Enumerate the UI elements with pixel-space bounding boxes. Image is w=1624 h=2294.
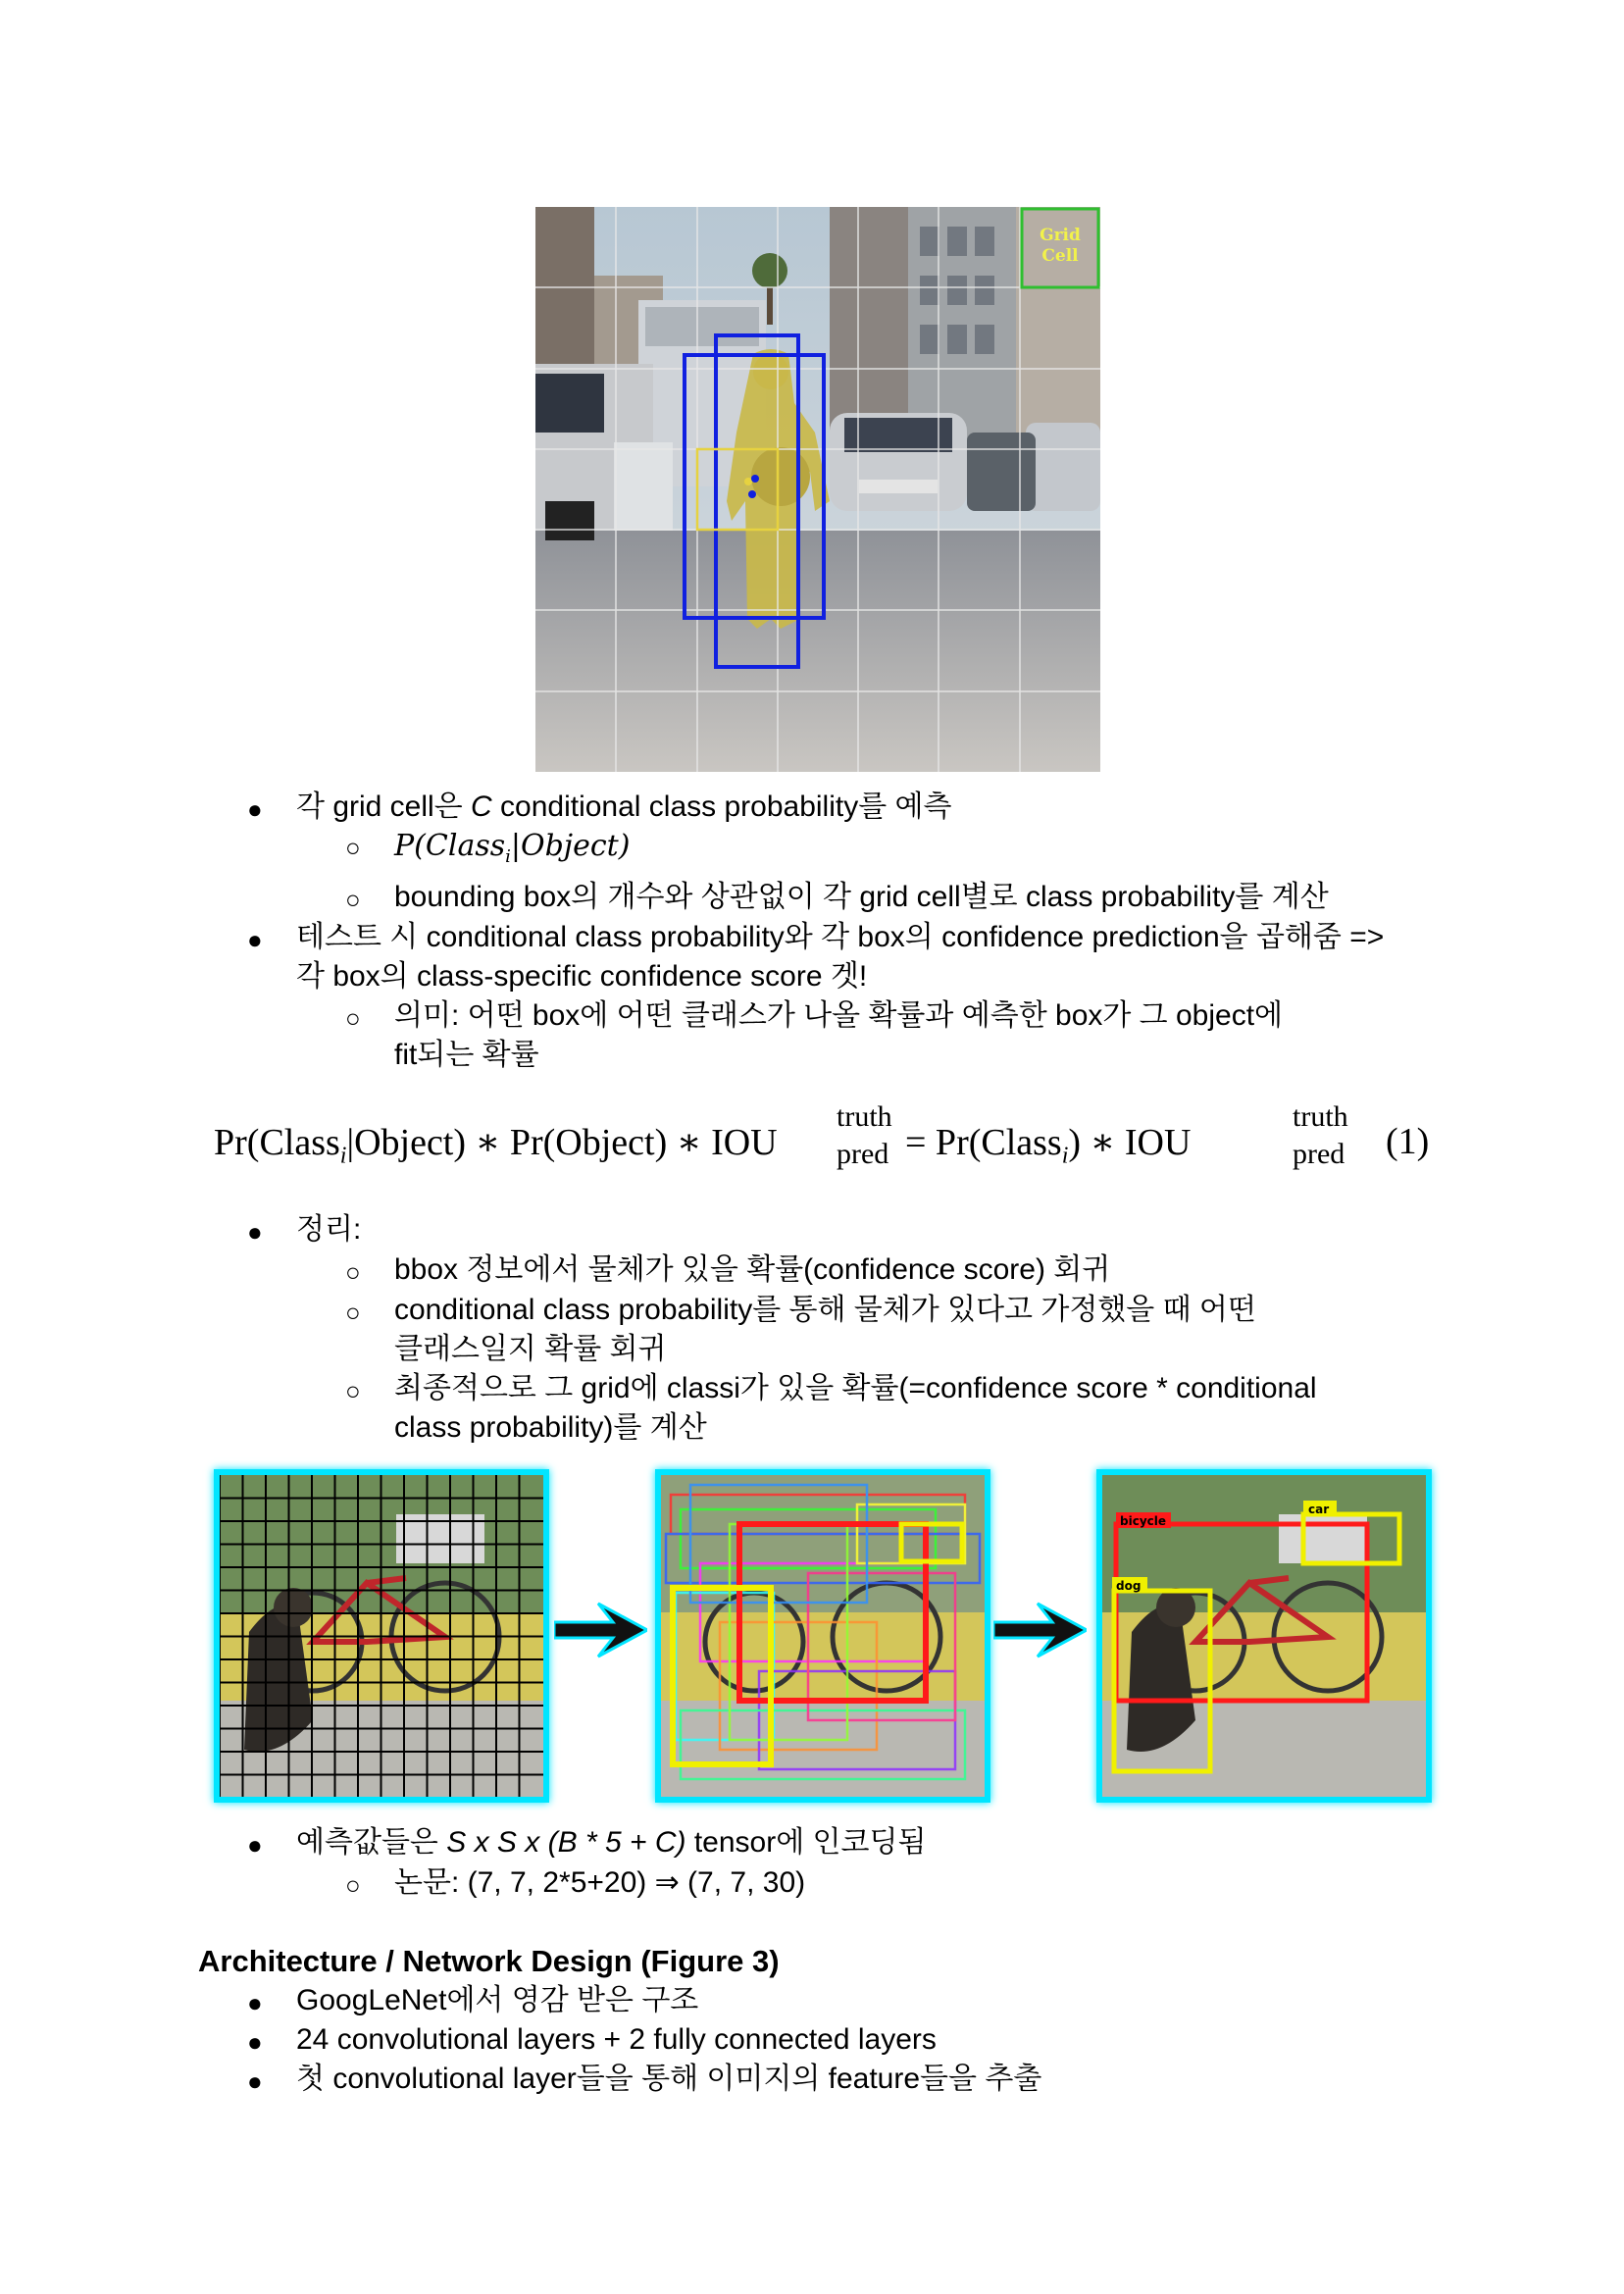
sub-bullet-circle: ○	[345, 1257, 361, 1287]
pipeline-panel-boxes	[655, 1469, 990, 1803]
bullet-grid-cell-predicts: 각 grid cell은 C conditional class probability를 예측	[296, 790, 952, 823]
grid-cell-label-line1: Grid	[1040, 226, 1081, 245]
sub-bullet-meaning-line1: 의미: 어떤 box에 어떤 클래스가 나올 확률과 예측한 box가 그 object에	[394, 999, 1284, 1032]
pipeline-panel-grid	[214, 1469, 549, 1803]
bullet-feature-extraction: 첫 convolutional layer들을 통해 이미지의 feature들을 추출	[296, 2063, 1042, 2095]
label-bicycle: bicycle	[1120, 1514, 1167, 1528]
bullet-test-time-line1: 테스트 시 conditional class probability와 각 box의 confidence prediction을 곱해줌 =>	[296, 921, 1385, 953]
sub-bullet-final-line1: 최종적으로 그 grid에 classi가 있을 확률(=confidence score * conditional	[394, 1372, 1317, 1404]
eq-sub-pred-2: pred	[1293, 1138, 1345, 1170]
sub-bullet-circle: ○	[345, 1298, 361, 1327]
label-dog: dog	[1116, 1579, 1142, 1593]
bullet-summary: 정리:	[296, 1213, 362, 1246]
sub-bullet-circle: ○	[345, 1376, 361, 1405]
sub-bullet-conditional-line2: 클래스일지 확률 회귀	[394, 1333, 667, 1365]
bullet-test-time-line2: 각 box의 class-specific confidence score 겟!	[296, 960, 868, 993]
sub-bullet-final-line2: class probability)를 계산	[394, 1411, 707, 1444]
sub-bullet-circle: ○	[345, 833, 361, 862]
eq-number: (1)	[1386, 1121, 1430, 1162]
formula-conditional-prob: P(Class$_i$|Object)	[394, 829, 631, 867]
eq-sup-truth-2: truth	[1293, 1100, 1348, 1133]
bullet-googlenet: GoogLeNet에서 영감 받은 구조	[296, 1984, 699, 2016]
bullet-dot: ●	[247, 2066, 263, 2096]
bullet-dot: ●	[247, 2027, 263, 2057]
eq-pr-class: Pr(Class$_i$|Object) ∗ Pr(Object) ∗ IOU	[214, 1122, 778, 1169]
eq-sub-pred-1: pred	[837, 1138, 889, 1170]
sub-bullet-conditional-line1: conditional class probability를 통해 물체가 있다고 가정했을 때 어떤	[394, 1294, 1256, 1326]
eq-right-side: = Pr(Class$_i$) ∗ IOU	[905, 1122, 1192, 1169]
sub-bullet-circle: ○	[345, 885, 361, 914]
arrow-right-icon	[554, 1601, 647, 1659]
pipeline-panel-detections	[1096, 1469, 1432, 1803]
bullet-dot: ●	[247, 1830, 263, 1860]
street-grid-image	[535, 207, 1100, 772]
eq-sup-truth-1: truth	[837, 1100, 892, 1133]
bullet-dot: ●	[247, 925, 263, 954]
sub-bullet-bbox: bbox 정보에서 물체가 있을 확률(confidence score) 회귀	[394, 1253, 1111, 1286]
sub-bullet-per-cell: bounding box의 개수와 상관없이 각 grid cell별로 class probability를 계산	[394, 881, 1329, 913]
bullet-layers: 24 convolutional layers + 2 fully connected layers	[296, 2023, 937, 2056]
bullet-tensor-encoding: 예측값들은 S x S x (B * 5 + C) tensor에 인코딩됨	[296, 1826, 927, 1859]
section-heading-architecture: Architecture / Network Design (Figure 3)	[198, 1944, 780, 1978]
sub-bullet-meaning-line2: fit되는 확률	[394, 1039, 539, 1071]
bullet-dot: ●	[247, 1217, 263, 1247]
sub-bullet-paper-shape: 논문: (7, 7, 2*5+20) ⇒ (7, 7, 30)	[394, 1866, 806, 1899]
sub-bullet-circle: ○	[345, 1870, 361, 1900]
bullet-dot: ●	[247, 1988, 263, 2017]
label-car: car	[1308, 1503, 1330, 1516]
grid-cell-label-line2: Cell	[1041, 246, 1079, 266]
street-grid-figure	[535, 207, 1100, 772]
bullet-dot: ●	[247, 794, 263, 824]
sub-bullet-circle: ○	[345, 1003, 361, 1033]
arrow-right-icon	[993, 1601, 1087, 1659]
